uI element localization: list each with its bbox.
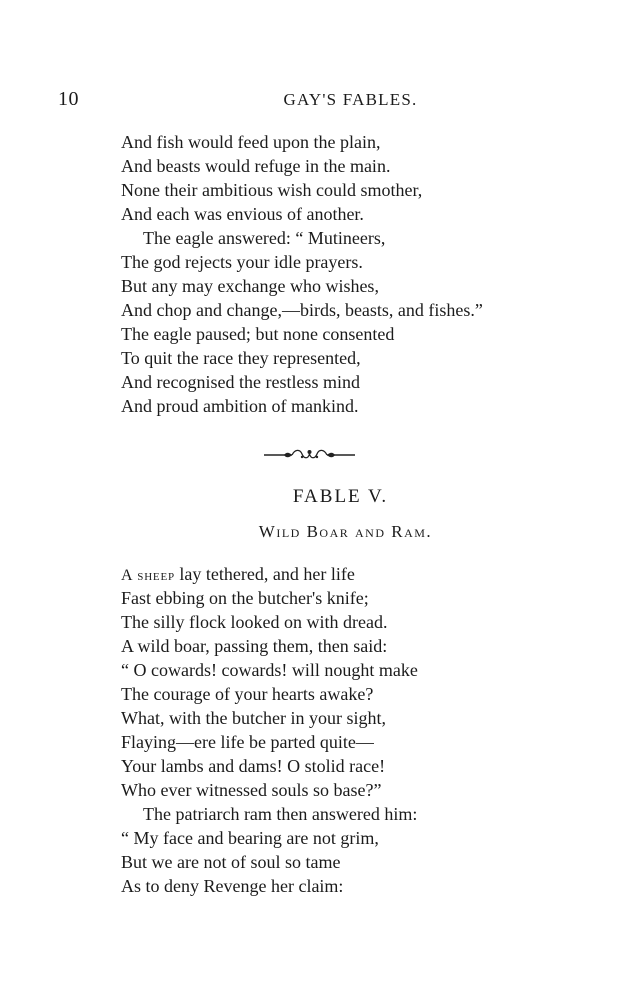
first-line-rest: lay tethered, and her life xyxy=(174,564,355,584)
poem-line: But we are not of soul so tame xyxy=(121,852,341,872)
poem-line: Fast ebbing on the butcher's knife; xyxy=(121,588,369,608)
fable-title: FABLE V. xyxy=(292,486,389,507)
ornament-divider-icon xyxy=(262,446,357,464)
poem-line: Flaying—ere life be parted quite— xyxy=(121,732,374,752)
poem-line: And chop and change,—birds, beasts, and fishes.” xyxy=(121,300,483,320)
poem-line: The silly flock looked on with dread. xyxy=(121,612,388,632)
poem-line: As to deny Revenge her claim: xyxy=(121,876,344,896)
poem-line: The god rejects your idle prayers. xyxy=(121,252,363,272)
poem-line: What, with the butcher in your sight, xyxy=(121,708,386,728)
poem-line: And beasts would refuge in the main. xyxy=(121,156,391,176)
poem-line: The eagle paused; but none consented xyxy=(121,324,395,344)
poem-line: “ My face and bearing are not grim, xyxy=(121,828,379,848)
poem-line: And fish would feed upon the plain, xyxy=(121,132,381,152)
poem-line: To quit the race they represented, xyxy=(121,348,361,368)
poem-line: “ O cowards! cowards! will nought make xyxy=(121,660,418,680)
poem-line: Who ever witnessed souls so base?” xyxy=(121,780,382,800)
poem-line: A wild boar, passing them, then said: xyxy=(121,636,388,656)
poem-line: The courage of your hearts awake? xyxy=(121,684,374,704)
poem-line: None their ambitious wish could smother, xyxy=(121,180,423,200)
poem-line: But any may exchange who wishes, xyxy=(121,276,379,296)
running-head: GAY'S FABLES. xyxy=(283,90,418,109)
first-word-small-caps: A sheep xyxy=(121,567,175,584)
poem-line: And recognised the restless mind xyxy=(121,372,360,392)
poem-line: Your lambs and dams! O stolid race! xyxy=(121,756,386,776)
page-number: 10 xyxy=(58,88,79,110)
poem-line: And each was envious of another. xyxy=(121,204,364,224)
poem-line: The eagle answered: “ Mutineers, xyxy=(143,228,386,248)
fable-subtitle: Wild Boar and Ram. xyxy=(258,522,433,541)
poem-line: The patriarch ram then answered him: xyxy=(143,804,418,824)
poem-line xyxy=(121,563,355,587)
poem-line: And proud ambition of mankind. xyxy=(121,396,359,416)
